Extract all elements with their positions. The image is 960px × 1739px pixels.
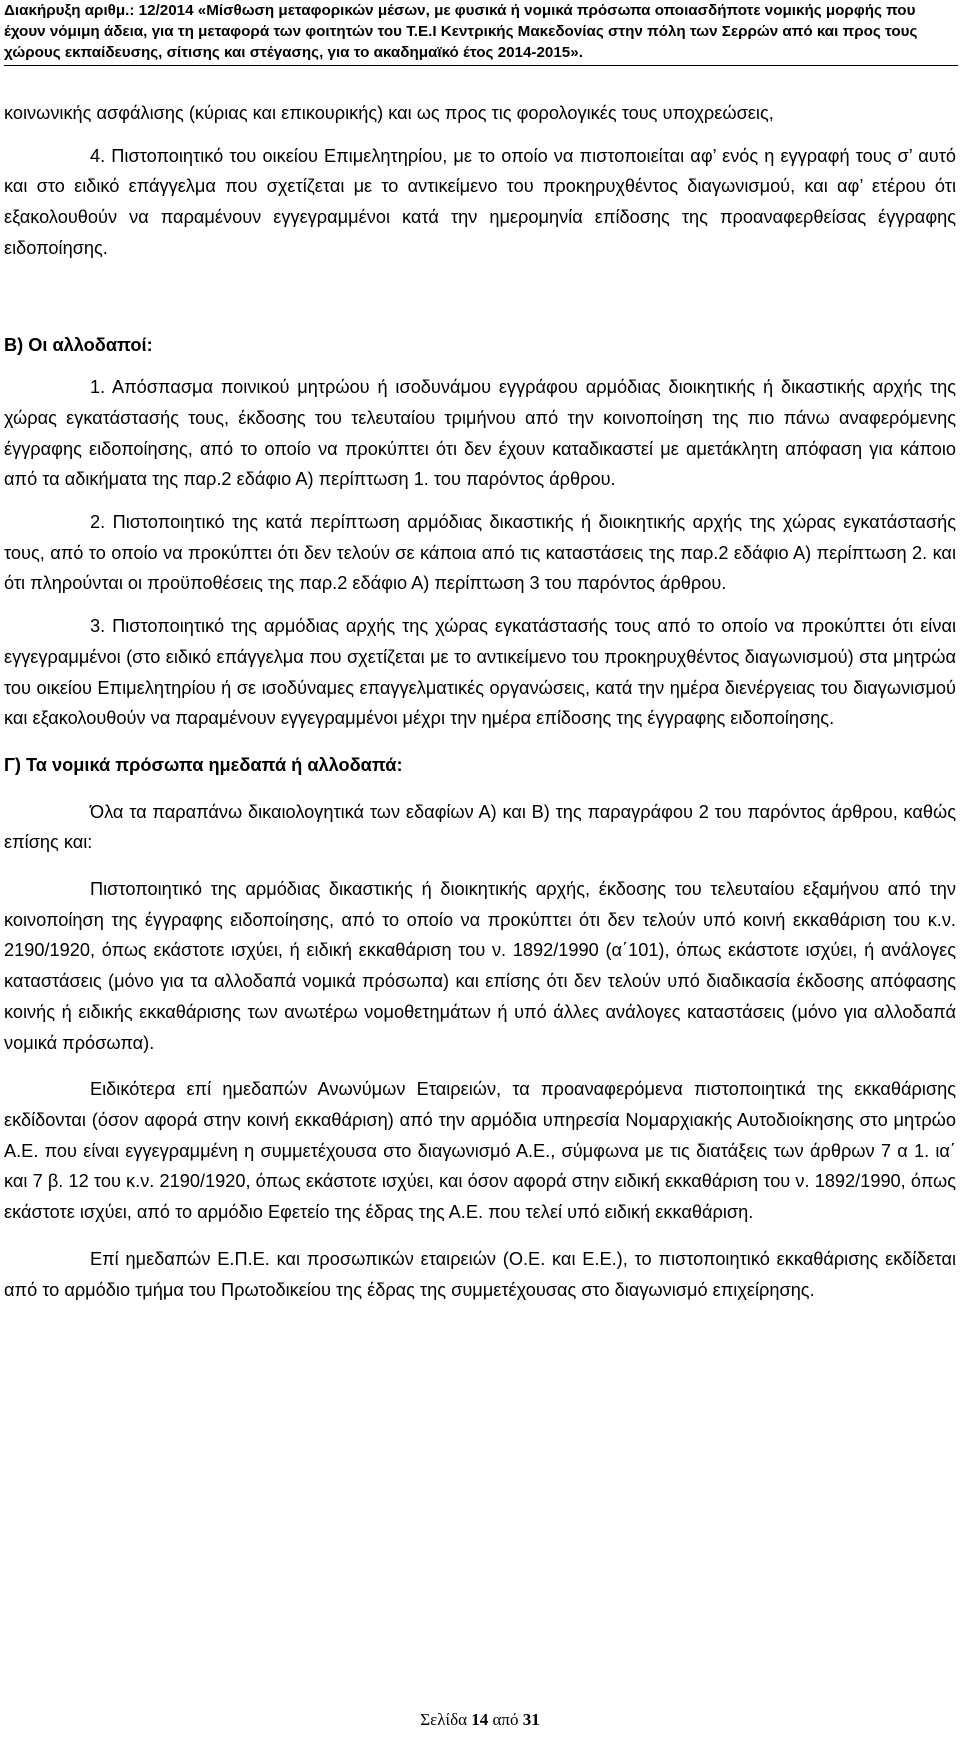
paragraph-c4: Επί ημεδαπών Ε.Π.Ε. και προσωπικών εταιρειών (Ο.Ε. και Ε.Ε.), το πιστοποιητικό εκκαθάρισης εκδίδεται από το αρμόδιο τμήμα του Πρωτοδικείου της έδρας της συμμετέχουσας στο διαγωνισμό επιχείρησης. — [4, 1248, 956, 1300]
header-divider — [4, 65, 958, 66]
paragraph-b1: 1. Απόσπασμα ποινικού μητρώου ή ισοδυνάμου εγγράφου αρμόδιας διοικητικής ή δικαστικής αρχής της χώρας εγκατάστασής τους, έκδοσης του τελευταίου τριμήνου από την κοινοποίηση της πιο πάνω αναφερόμενης έγγραφης ειδοποίησης, από το οποίο να προκύπτει ότι δεν έχουν καταδικαστεί με αμετάκλητη απόφαση για κάποιο από τα αδικήματα της παρ.2 εδάφιο Α) περίπτωση 1. του παρόντος άρθρου. — [4, 377, 956, 490]
paragraph-c3: Ειδικότερα επί ημεδαπών Ανωνύμων Εταιρειών, τα προαναφερόμενα πιστοποιητικά της εκκαθάρισης εκδίδονται (όσον αφορά στην κοινή εκκαθάριση) από την αρμόδια υπηρεσία Νομαρχιακής Αυτοδιοίκησης στο μητρώο Α.Ε. που είναι εγγεγραμμένη η συμμετέχουσα στο διαγωνισμό Α.Ε., σύμφωνα με τις διατάξεις των άρθρων 7 α 1. ια΄ και 7 β. 12 του κ.ν. 2190/1920, όπως εκάστοτε ισχύει, και όσον αφορά στην ειδική εκκαθάριση του ν. 1892/1990, όπως εκάστοτε ισχύει, από το αρμόδιο Εφετείο της έδρας της Α.Ε. που τελεί υπό ειδική εκκαθάριση. — [4, 1079, 956, 1223]
page-of-label: από — [492, 1710, 519, 1729]
page-label: Σελίδα — [420, 1710, 468, 1729]
paragraph-b2: 2. Πιστοποιητικό της κατά περίπτωση αρμόδιας δικαστικής ή διοικητικής αρχής της χώρας εγκατάστασής τους, από το οποίο να προκύπτει ότι δεν τελούν σε κάποια από τις καταστάσεις της παρ.2 εδάφιο Α) περίπτωση 2. και ότι πληρούνται οι προϋποθέσεις της παρ.2 εδάφιο Α) περίπτωση 3 του παρόντος άρθρου. — [4, 512, 956, 594]
paragraph-continuation: κοινωνικής ασφάλισης (κύριας και επικουρικής) και ως προς τις φορολογικές τους υποχρεώσεις, — [4, 103, 774, 123]
page-total: 31 — [522, 1710, 540, 1729]
document-body — [4, 98, 956, 1305]
paragraph-c2: Πιστοποιητικό της αρμόδιας δικαστικής ή διοικητικής αρχής, έκδοσης του τελευταίου εξαμήνου από την κοινοποίηση της έγγραφης ειδοποίησης, από το οποίο να προκύπτει ότι δεν τελούν υπό κοινή εκκαθάριση του κ.ν. 2190/1920, όπως εκάστοτε ισχύει, ή ειδική εκκαθάριση του ν. 1892/1990 (α΄101), όπως εκάστοτε ισχύει, ή ανάλογες καταστάσεις (μόνο για τα αλλοδαπά νομικά πρόσωπα) και επίσης ότι δεν τελούν υπό διαδικασία έκδοσης απόφασης κοινής ή ειδικής εκκαθάρισης των ανωτέρω νομοθετημάτων ή υπό άλλες ανάλογες καταστάσεις (μόνο για αλλοδαπά νομικά πρόσωπα). — [4, 879, 956, 1053]
page-number: 14 — [471, 1710, 489, 1729]
section-heading-b: Β) Οι αλλοδαποί: — [4, 334, 153, 355]
page-footer — [0, 1710, 960, 1730]
paragraph-c1: Όλα τα παραπάνω δικαιολογητικά των εδαφίων Α) και Β) της παραγράφου 2 του παρόντος άρθρου, καθώς επίσης και: — [4, 801, 956, 853]
paragraph-b3: 3. Πιστοποιητικό της αρμόδιας αρχής της χώρας εγκατάστασής τους από το οποίο να προκύπτει ότι είναι εγγεγραμμένοι (στο ειδικό επάγγελμα που σχετίζεται με το αντικείμενο του προκηρυχθέντος διαγωνισμού) στα μητρώα του οικείου Επιμελητηρίου ή σε ισοδύναμες επαγγελματικές οργανώσεις, κατά την ημέρα διενέργειας του διαγωνισμού και εξακολουθούν να παραμένουν εγγεγραμμένοι μέχρι την ημέρα επίδοσης της έγγραφης ειδοποίησης. — [4, 616, 956, 729]
paragraph-a4: 4. Πιστοποιητικό του οικείου Επιμελητηρίου, με το οποίο να πιστοποιείται αφ’ ενός η εγγραφή τους σ’ αυτό και στο ειδικό επάγγελμα που σχετίζεται με το αντικείμενο του προκηρυχθέντος διαγωνισμού, και αφ’ ετέρου ότι εξακολουθούν να παραμένουν εγγεγραμμένοι κατά την ημερομηνία επίδοσης της προαναφερθείσας έγγραφης ειδοποίησης. — [4, 145, 956, 258]
section-heading-c: Γ) Τα νομικά πρόσωπα ημεδαπά ή αλλοδαπά: — [4, 754, 403, 775]
document-header: Διακήρυξη αριθμ.: 12/2014 «Μίσθωση μεταφορικών μέσων, με φυσικά ή νομικά πρόσωπα οποιασδήποτε νομικής μορφής που έχουν νόμιμη άδεια, για τη μεταφορά των φοιτητών του Τ.Ε.Ι Κεντρικής Μακεδονίας στην πόλη των Σερρών από και προς τους χώρους εκπαίδευσης, σίτισης και στέγασης, για το ακαδημαϊκό έτος 2014-2015». — [4, 2, 918, 61]
